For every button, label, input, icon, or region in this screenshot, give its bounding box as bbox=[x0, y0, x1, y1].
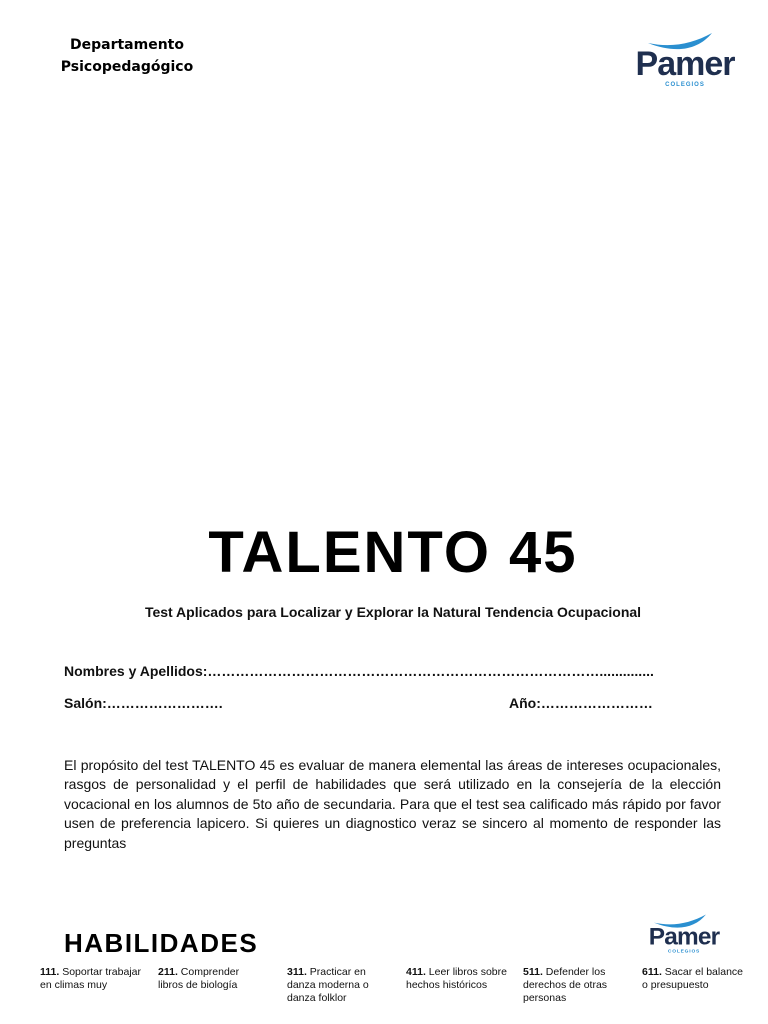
habilidad-item bbox=[40, 966, 144, 992]
habilidad-item bbox=[642, 966, 746, 992]
names-field[interactable] bbox=[64, 662, 674, 680]
names-dots: ………………………………………………………………………….............. bbox=[207, 663, 654, 679]
item-code: 611. bbox=[642, 966, 662, 978]
department-line-1: Departamento bbox=[70, 37, 184, 53]
item-text: Defender los derechos de otras personas bbox=[523, 966, 608, 1004]
item-text: Comprender libros de biología bbox=[158, 966, 240, 991]
logo-sub-text: COLEGIOS bbox=[667, 949, 701, 955]
test-title: TALENTO 45 bbox=[208, 520, 578, 585]
item-code: 411. bbox=[406, 966, 426, 978]
purpose-paragraph: El propósito del test TALENTO 45 es evaluar de manera elemental las áreas de intereses ocupacionales, rasgos de personalidad y el perfil de habilidades que será utilizado en la consejería de la elección vocacional en los alumnos de 5to año de secundaria. Para que el test sea calificado más rápido por favor usen de preferencia lapicero. Si quieres un diagnostico veraz se sincero al momento de responder las preguntas bbox=[64, 757, 721, 851]
names-label: Nombres y Apellidos: bbox=[64, 663, 208, 679]
pamer-logo bbox=[626, 30, 744, 90]
habilidad-item bbox=[287, 966, 391, 1005]
habilidad-item bbox=[158, 966, 262, 992]
department-line-2: Psicopedagógico bbox=[60, 59, 194, 75]
item-text: Sacar el balance o presupuesto bbox=[642, 966, 743, 991]
section-title-habilidades: HABILIDADES bbox=[64, 928, 259, 958]
anio-dots: …………………… bbox=[540, 695, 653, 711]
salon-dots: ……………………. bbox=[106, 695, 223, 711]
item-code: 111. bbox=[40, 966, 60, 978]
item-text: Leer libros sobre hechos históricos bbox=[406, 966, 507, 991]
anio-label: Año: bbox=[509, 695, 541, 711]
item-code: 211. bbox=[158, 966, 178, 978]
item-text: Soportar trabajar en climas muy bbox=[40, 966, 141, 991]
item-text: Practicar en danza moderna o danza folklor bbox=[287, 966, 369, 1004]
salon-field[interactable] bbox=[64, 694, 223, 712]
habilidad-item bbox=[523, 966, 627, 1005]
logo-sub-text: COLEGIOS bbox=[665, 82, 705, 88]
anio-field[interactable] bbox=[509, 694, 653, 712]
salon-label: Salón: bbox=[64, 695, 107, 711]
item-code: 511. bbox=[523, 966, 543, 978]
department-header bbox=[52, 34, 202, 78]
pamer-logo-small bbox=[636, 912, 732, 956]
logo-brand-text: Pamer bbox=[648, 923, 720, 951]
habilidad-item bbox=[406, 966, 510, 992]
item-code: 311. bbox=[287, 966, 307, 978]
test-subtitle: Test Aplicados para Localizar y Explorar la Natural Tendencia Ocupacional bbox=[144, 604, 642, 620]
habilidades-items bbox=[40, 966, 760, 1024]
logo-brand-text: Pamer bbox=[635, 45, 735, 83]
